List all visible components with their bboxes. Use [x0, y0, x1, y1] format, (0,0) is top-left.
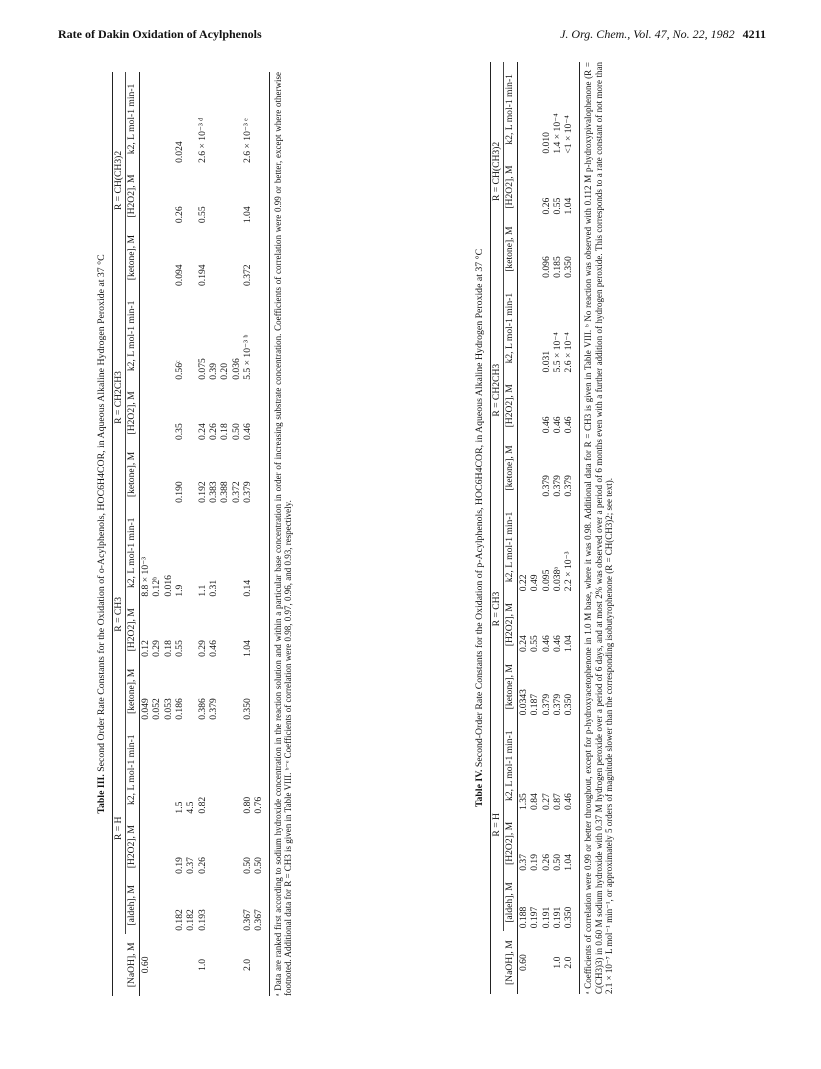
table-cell	[231, 72, 242, 166]
table-cell: 0.379	[540, 693, 552, 716]
table-cell	[163, 817, 174, 877]
table-cell: 0.37	[185, 857, 197, 874]
table-cell	[208, 226, 219, 289]
table-cell	[140, 443, 152, 506]
table-iv	[474, 62, 744, 994]
table-cell: 0.50	[253, 857, 265, 874]
table-cell: 0.87	[552, 793, 564, 810]
table-cell: 0.27	[540, 793, 552, 810]
table-cell	[163, 226, 174, 289]
table-cell	[163, 934, 174, 996]
table-cell: 0.84	[529, 793, 541, 810]
column-header: [NaOH], M	[125, 934, 139, 996]
table-cell	[253, 600, 264, 660]
table-cell: 0.010	[540, 132, 552, 154]
group-label: R = H	[490, 718, 503, 931]
table-cell: 0.56ᶜ	[174, 360, 186, 380]
table-cell: 0.31	[208, 579, 220, 597]
table-cell: 0.50	[241, 857, 253, 874]
table-cell: 2.0	[563, 956, 575, 969]
table-cell	[163, 723, 174, 817]
table-cell: 1.5	[174, 801, 186, 814]
table-cell	[253, 166, 264, 226]
table-cell: 0.031	[540, 350, 552, 373]
table-cell	[541, 931, 552, 994]
table-cell: 0.197	[529, 906, 541, 929]
column-header: [H2O2], M	[125, 817, 139, 877]
running-head	[58, 27, 766, 45]
table-cell: 0.350	[241, 698, 253, 720]
table-cell: 0.46	[540, 416, 552, 434]
table-cell	[185, 660, 196, 723]
table-cell: 2.0	[241, 958, 253, 971]
table-cell: 0.46	[208, 640, 220, 657]
table-cell: <1 × 10⁻⁴	[563, 115, 575, 154]
table-cell: 0.350	[563, 693, 575, 716]
table-cell	[151, 72, 162, 166]
table-cell: 0.367	[253, 909, 265, 931]
table-cell	[529, 62, 540, 157]
table-cell	[518, 62, 530, 157]
table-iv-header	[490, 62, 518, 994]
column-header: k2, L mol-1 min-1	[503, 62, 517, 157]
column-header: [H2O2], M	[503, 594, 517, 655]
table-cell: 0.379	[241, 481, 253, 503]
group-label: R = CH3	[490, 500, 503, 719]
table-cell: 1.04	[241, 206, 253, 224]
table-cell: 0.094	[174, 264, 186, 286]
table-iii-body	[140, 72, 265, 996]
table-cell	[253, 383, 264, 443]
table-cell: 0.052	[151, 698, 163, 720]
column-header: [H2O2], M	[125, 600, 139, 660]
column-header: k2, L mol-1 min-1	[125, 72, 139, 166]
table-cell	[151, 289, 162, 383]
table-cell	[151, 226, 162, 289]
column-header: [aldeh], M	[503, 874, 517, 931]
table-cell	[231, 817, 242, 877]
table-cell: 0.383	[208, 481, 220, 503]
table-cell: 8.8 × 10⁻³	[140, 556, 152, 597]
table-cell	[219, 72, 230, 166]
table-cell	[253, 72, 264, 166]
table-iii-column-headers	[125, 72, 139, 996]
table-cell	[219, 660, 230, 723]
column-header: k2, L mol-1 min-1	[125, 506, 139, 600]
table-cell: 1.04	[563, 853, 575, 871]
table-cell	[219, 934, 230, 996]
table-cell	[529, 217, 540, 280]
table-cell: 5.5 × 10⁻³ ᵇ	[241, 334, 253, 380]
table-iii-grid	[112, 72, 265, 996]
table-cell: 0.24	[518, 635, 530, 652]
column-header: k2, L mol-1 min-1	[503, 718, 517, 813]
table-iv-caption-text: Second-Order Rate Constants for the Oxidation of p-Acylphenols, HOC6H4COR, in Aqueous Alkaline Hydrogen Peroxide at 37 °C	[474, 248, 485, 768]
table-cell	[518, 157, 530, 218]
table-cell	[208, 934, 219, 996]
table-cell	[219, 600, 230, 660]
table-cell: 0.379	[563, 475, 575, 497]
table-row	[242, 72, 253, 996]
table-cell	[140, 166, 152, 226]
table-cell	[208, 877, 219, 934]
running-head-citation	[560, 27, 766, 42]
column-header: [ketone], M	[503, 217, 517, 280]
table-cell: 0.14	[241, 579, 253, 597]
table-iv-grid	[490, 62, 575, 994]
table-cell: 0.095	[540, 569, 552, 592]
table-cell	[253, 934, 264, 996]
table-cell	[208, 72, 219, 166]
table-cell: 0.55	[174, 640, 186, 657]
table-iv-caption	[474, 62, 486, 994]
table-cell: 0.379	[540, 475, 552, 497]
table-cell	[231, 723, 242, 817]
table-cell	[185, 289, 196, 383]
table-cell: 0.350	[563, 256, 575, 278]
table-cell: 0.18	[162, 640, 174, 657]
table-row	[140, 72, 152, 996]
table-cell	[140, 383, 152, 443]
table-cell: 0.379	[552, 475, 564, 497]
table-cell: 0.186	[174, 698, 186, 720]
table-row	[219, 72, 230, 996]
table-cell	[529, 281, 540, 376]
table-cell: 0.76	[253, 796, 265, 814]
table-cell: 4.5	[185, 801, 197, 814]
column-header: [ketone], M	[503, 436, 517, 499]
table-cell	[140, 723, 152, 817]
table-cell	[208, 166, 219, 226]
table-cell	[140, 877, 152, 934]
table-cell: 0.46	[540, 635, 552, 652]
column-header: k2, L mol-1 min-1	[125, 723, 139, 817]
column-header: k2, L mol-1 min-1	[503, 500, 517, 595]
table-cell	[518, 436, 530, 499]
table-cell: 0.20	[219, 362, 231, 380]
table-cell: 0.016	[162, 575, 174, 597]
table-cell	[163, 877, 174, 934]
table-cell	[219, 723, 230, 817]
table-cell: 0.35	[174, 423, 186, 441]
table-cell	[163, 166, 174, 226]
table-cell: 0.049	[140, 698, 152, 720]
table-cell: 0.367	[241, 909, 253, 931]
table-cell	[163, 443, 174, 506]
table-cell	[185, 934, 196, 996]
table-cell: 0.191	[540, 906, 552, 929]
table-cell: 0.386	[196, 698, 208, 720]
table-cell: 1.04	[563, 197, 575, 215]
table-cell: 0.50	[552, 853, 564, 871]
table-cell: 0.024	[174, 141, 186, 163]
table-cell	[185, 600, 196, 660]
group-label: R = CH3	[112, 506, 125, 723]
group-label: R = H	[112, 723, 125, 934]
table-cell: 0.036	[230, 358, 242, 380]
table-iii	[96, 72, 368, 996]
table-cell	[253, 660, 264, 723]
table-cell	[231, 166, 242, 226]
table-iii-header	[112, 72, 140, 996]
table-cell: 0.50	[230, 423, 242, 441]
table-cell: 0.26	[540, 197, 552, 215]
table-cell	[151, 443, 162, 506]
column-header: [ketone], M	[503, 655, 517, 718]
table-cell	[140, 72, 152, 166]
table-cell: 0.49	[529, 574, 541, 592]
table-cell: 2.6 × 10⁻⁴	[563, 332, 575, 373]
page-number: 4211	[742, 27, 766, 41]
table-cell	[151, 383, 162, 443]
table-cell: 0.194	[196, 264, 208, 286]
table-cell	[163, 72, 174, 166]
table-cell	[151, 723, 162, 817]
column-header: [H2O2], M	[503, 375, 517, 436]
table-cell: 0.12ᵇ	[151, 576, 163, 597]
table-cell: 0.46	[552, 416, 564, 434]
table-cell	[219, 817, 230, 877]
table-cell: 0.55	[196, 206, 208, 224]
table-iii-footnote: ᵃ Data are ranked first according to sodium hydroxide concentration in the reaction solution and within a particular base concentration in order of increasing substrate concentration. Coefficients of correlation were 0.99 or better, except where otherwise footnoted. Additional data for R = CH3 is given in Table VIII. ᵇ⁻ᵉ Coefficients of correlation were 0.98, 0.97, 0.96, and 0.93, respectively.	[269, 72, 295, 996]
table-cell: 0.39	[208, 362, 220, 380]
table-cell	[253, 506, 264, 600]
column-header: [aldeh], M	[125, 877, 139, 934]
table-cell: 0.379	[552, 693, 564, 716]
group-label: R = CH(CH3)2	[490, 62, 503, 281]
table-cell: 0.053	[162, 698, 174, 720]
table-row	[174, 72, 185, 996]
table-cell: 2.2 × 10⁻³	[563, 551, 575, 592]
table-cell: 0.24	[196, 423, 208, 441]
table-cell: 0.075	[196, 358, 208, 380]
table-cell: 0.096	[540, 256, 552, 278]
table-cell	[208, 723, 219, 817]
table-cell: 1.0	[552, 956, 564, 969]
table-cell: 0.26	[174, 206, 186, 224]
table-cell	[219, 166, 230, 226]
table-cell: 0.372	[241, 264, 253, 286]
table-iv-group-row	[490, 62, 503, 994]
table-cell	[151, 166, 162, 226]
table-cell	[219, 506, 230, 600]
table-cell	[185, 443, 196, 506]
table-cell: 0.29	[196, 640, 208, 657]
table-cell: 2.6 × 10⁻³ ᵉ	[241, 118, 253, 163]
table-row	[552, 62, 563, 994]
table-iv-footnote: ᵃ Coefficients of correlation were 0.99 or better throughout, except for p-hydroxyacetophenone in 1.0 M base, where it was 0.98. Additional data for R = CH3 is given in Table VIII. ᵇ No reaction was observed with 0.112 M p-hydroxypivalophenone (R = C(CH3)3) in 0.60 M sodium hydroxide with 0.37 M hydrogen peroxide over a period of 6 days, and at most 2% was observed over a period of 6 months even with a further addition of hydrogen peroxide. This corresponds to a rate constant of not more than 2.1 × 10⁻⁷ L mol⁻¹ min⁻¹, or approximately 5 orders of magnitude slower than the corresponding isobutyrophenone (R = CH(CH3)2; see text).	[579, 62, 615, 994]
table-row	[163, 72, 174, 996]
table-cell	[185, 506, 196, 600]
table-cell: 0.182	[185, 909, 197, 931]
table-cell: 0.46	[241, 423, 253, 441]
table-cell: 0.18	[219, 423, 231, 441]
table-cell: 0.46	[563, 416, 575, 434]
table-cell	[231, 506, 242, 600]
table-iii-label: Table III.	[96, 774, 107, 814]
table-row	[529, 62, 540, 994]
table-cell: 0.26	[540, 853, 552, 871]
table-cell	[163, 383, 174, 443]
group-label: R = CH(CH3)2	[112, 72, 125, 289]
table-cell: 1.04	[241, 640, 253, 657]
table-cell	[231, 600, 242, 660]
table-cell	[518, 281, 530, 376]
table-cell	[253, 289, 264, 383]
column-header: [H2O2], M	[503, 813, 517, 874]
table-cell: 0.185	[552, 256, 564, 278]
table-row	[231, 72, 242, 996]
table-cell: 0.038ᵃ	[552, 567, 564, 592]
table-cell: 0.372	[230, 481, 242, 503]
table-cell: 0.350	[563, 906, 575, 929]
table-cell: 1.0	[196, 958, 208, 971]
table-cell: 2.6 × 10⁻³ ᵈ	[196, 117, 208, 163]
table-cell	[185, 72, 196, 166]
table-cell: 0.55	[552, 197, 564, 215]
table-cell	[185, 383, 196, 443]
table-cell: 0.82	[196, 796, 208, 814]
table-cell: 0.46	[563, 793, 575, 810]
column-header: [ketone], M	[125, 660, 139, 723]
table-cell	[151, 934, 162, 996]
table-cell	[518, 217, 530, 280]
table-iii-caption-text: Second Order Rate Constants for the Oxidation of o-Acylphenols, HOC6H4COR, in Aqueous Alkaline Hydrogen Peroxide at 37 °C	[96, 254, 107, 772]
table-cell	[140, 289, 152, 383]
table-cell: 0.60	[140, 956, 152, 974]
table-iv-column-headers	[503, 62, 517, 994]
table-cell: 0.19	[174, 857, 186, 874]
table-row	[185, 72, 196, 996]
table-cell: 0.55	[529, 635, 541, 652]
column-header: k2, L mol-1 min-1	[125, 289, 139, 383]
table-cell: 0.388	[219, 481, 231, 503]
table-cell: 0.192	[196, 481, 208, 503]
column-header: [H2O2], M	[125, 383, 139, 443]
table-cell: 1.4 × 10⁻⁴	[552, 113, 564, 154]
table-cell	[163, 289, 174, 383]
table-cell	[140, 226, 152, 289]
column-header: [ketone], M	[125, 226, 139, 289]
running-head-title: Rate of Dakin Oxidation of Acylphenols	[58, 27, 262, 41]
table-iii-caption	[96, 72, 108, 996]
table-cell: 0.19	[529, 853, 541, 871]
table-cell: 0.188	[518, 906, 530, 929]
table-cell: 0.22	[518, 574, 530, 592]
table-row	[151, 72, 162, 996]
journal-citation: J. Org. Chem., Vol. 47, No. 22, 1982	[560, 27, 735, 41]
column-header: k2, L mol-1 min-1	[503, 281, 517, 376]
table-cell: 0.379	[208, 698, 220, 720]
table-row	[208, 72, 219, 996]
table-cell	[529, 157, 540, 218]
table-cell	[219, 877, 230, 934]
table-iv-label: Table IV.	[474, 769, 485, 808]
table-cell	[253, 226, 264, 289]
table-row	[197, 72, 208, 996]
table-cell	[174, 934, 185, 996]
column-header: [H2O2], M	[125, 166, 139, 226]
table-cell	[529, 931, 540, 994]
table-cell	[219, 226, 230, 289]
table-cell	[253, 443, 264, 506]
table-row	[563, 62, 574, 994]
table-cell: 0.60	[518, 954, 530, 972]
table-cell	[529, 436, 540, 499]
table-cell: 0.190	[174, 481, 186, 503]
table-cell: 0.182	[174, 909, 186, 931]
table-cell: 0.26	[208, 423, 220, 441]
column-header: [NaOH], M	[503, 931, 517, 994]
table-cell	[151, 877, 162, 934]
column-header: [H2O2], M	[503, 157, 517, 218]
table-cell	[518, 375, 530, 436]
table-cell: 0.46	[552, 635, 564, 652]
table-cell: 0.0343	[518, 689, 530, 716]
table-cell	[231, 934, 242, 996]
group-label: R = CH2CH3	[112, 289, 125, 506]
table-cell: 1.35	[518, 793, 530, 810]
group-label: R = CH2CH3	[490, 281, 503, 500]
table-cell: 0.80	[241, 796, 253, 814]
table-cell	[529, 375, 540, 436]
table-cell	[231, 226, 242, 289]
table-cell: 0.193	[196, 909, 208, 931]
table-cell: 1.1	[196, 584, 208, 597]
table-cell	[185, 226, 196, 289]
table-cell	[151, 817, 162, 877]
table-cell	[208, 817, 219, 877]
table-cell: 1.9	[174, 584, 186, 597]
table-row	[541, 62, 552, 994]
table-iii-group-row	[112, 72, 125, 996]
table-cell: 0.12	[140, 640, 152, 657]
table-cell	[185, 166, 196, 226]
table-cell: 0.187	[529, 693, 541, 716]
table-cell: 1.04	[563, 635, 575, 652]
table-cell	[231, 877, 242, 934]
table-cell	[231, 660, 242, 723]
table-iv-body	[518, 62, 575, 994]
table-row	[253, 72, 264, 996]
table-row	[518, 62, 530, 994]
table-cell	[140, 817, 152, 877]
table-cell: 5.5 × 10⁻⁴	[552, 332, 564, 373]
table-cell: 0.29	[151, 640, 163, 657]
table-cell: 0.26	[196, 857, 208, 874]
table-cell: 0.191	[552, 906, 564, 929]
column-header: [ketone], M	[125, 443, 139, 506]
table-cell: 0.37	[518, 853, 530, 871]
